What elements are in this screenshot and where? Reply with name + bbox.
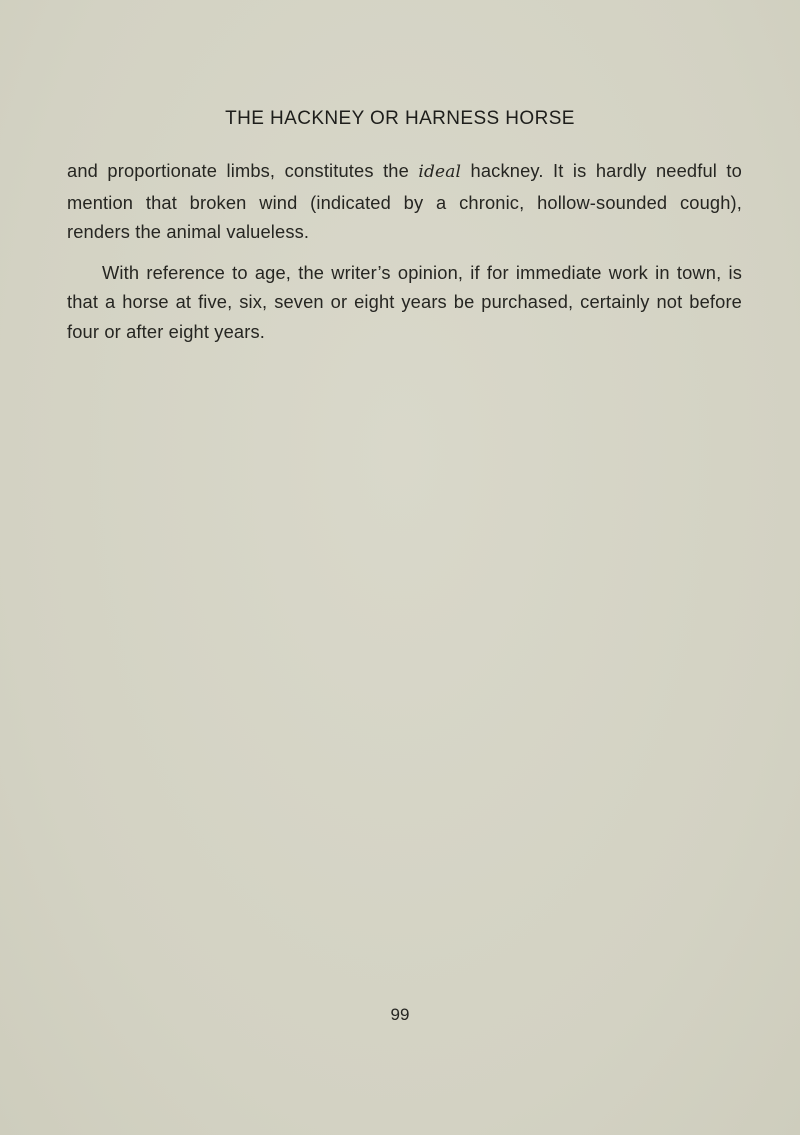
paragraph-1-italic-word: ideal [418,162,462,182]
page-number: 99 [390,1005,410,1024]
running-head: THE HACKNEY OR HARNESS HORSE [225,108,575,129]
paragraph-2: With reference to age, the writer’s opinion, if for immediate work in town, is that a horse at five, six, seven or eight years be purchased, certainly not before four or after eight years. [67,261,742,342]
paragraph-1-after-italic: hackney. It is hardly needful to mention that broken wind (indicated by a chronic, hollow-sounded cough), renders the animal valueless. [67,160,742,242]
body-text [67,156,742,346]
paragraph-1-before-italic: and proportionate limbs, constitutes the [67,160,419,181]
paragraph-1 [67,156,742,247]
